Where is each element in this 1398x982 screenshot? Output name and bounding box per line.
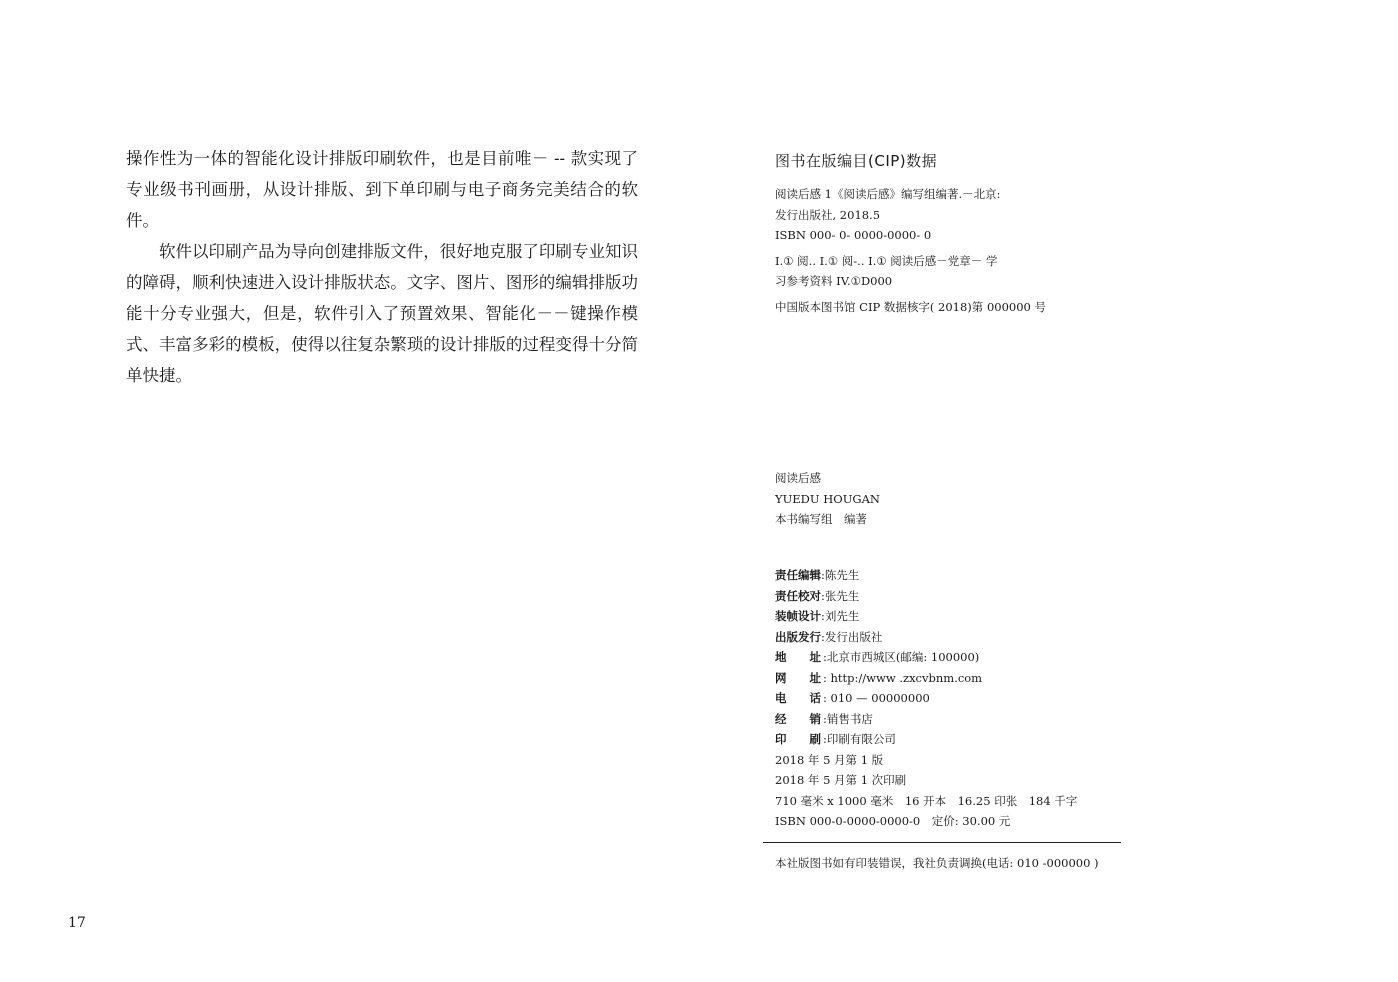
credit-value: : 010 — 00000000 bbox=[823, 691, 930, 705]
cip-line: 发行出版社, 2018.5 bbox=[775, 207, 881, 222]
credit-value: : http://www .zxcvbnm.com bbox=[823, 670, 983, 685]
body-paragraph: 软件以印刷产品为导向创建排版文件，很好地克服了印刷专业知识的障碍，顺利快速进入设计排版状态。文字、图片、图形的编辑排版功能十分专业强大，但是，软件引入了预置效果、智能化－－键操作模式、丰富多彩的模板，使得以往复杂繁琐的设计排版的过程变得十分简单快捷。 bbox=[126, 242, 638, 385]
format-line: 710 毫米 x 1000 毫米 16 开本 16.25 印张 184 千字 bbox=[775, 793, 1078, 808]
credit-value: :陈先生 bbox=[821, 568, 860, 582]
credit-label: 地 址 bbox=[775, 650, 821, 664]
credit-row-phone bbox=[775, 688, 1077, 709]
credit-label: 责任编辑 bbox=[775, 568, 821, 582]
cip-line: I.① 阅.. I.① 阅-.. I.① 阅读后感－党章－ 学 bbox=[775, 253, 998, 268]
cip-data bbox=[775, 184, 1125, 317]
credit-label: 电 话 bbox=[775, 691, 821, 705]
notice-text: 本社版图书如有印装错误，我社负责调换(电话: 010 -000000 ) bbox=[775, 856, 1099, 870]
credit-row-printer bbox=[775, 729, 1077, 750]
credit-row-address bbox=[775, 647, 1077, 668]
printing-line: 2018 年 5 月第 1 次印刷 bbox=[775, 773, 907, 787]
book-title-pinyin: YUEDU HOUGAN bbox=[775, 491, 880, 506]
page-number: 17 bbox=[68, 915, 86, 931]
cip-section bbox=[775, 150, 1125, 317]
cip-line: ISBN 000- 0- 0000-0000- 0 bbox=[775, 228, 932, 242]
credit-label: 装帧设计 bbox=[775, 609, 821, 623]
credit-row-editor bbox=[775, 565, 1077, 586]
credits-section bbox=[775, 565, 1077, 832]
cip-line: 中国版本图书馆 CIP 数据核字( 2018)第 000000 号 bbox=[775, 299, 1046, 314]
book-title-cn: 阅读后感 bbox=[775, 471, 821, 485]
credit-row-distributor bbox=[775, 709, 1077, 730]
cip-line: 阅读后感 1《阅读后感》编写组编著.－北京: bbox=[775, 187, 1001, 201]
credit-value: :北京市西城区(邮编: 100000) bbox=[823, 650, 980, 664]
credit-row-proof bbox=[775, 586, 1077, 607]
cip-title: 图书在版编目(CIP)数据 bbox=[775, 152, 938, 170]
credit-value: :刘先生 bbox=[821, 609, 860, 623]
cip-line: 习参考资料 IV.①D000 bbox=[775, 274, 893, 288]
credit-value: :印刷有限公司 bbox=[823, 732, 896, 746]
book-info bbox=[775, 468, 880, 530]
credit-value: :张先生 bbox=[821, 588, 860, 603]
book-author: 本书编写组 编著 bbox=[775, 512, 867, 526]
credit-row-publisher bbox=[775, 627, 1077, 648]
body-paragraph: 操作性为一体的智能化设计排版印刷软件，也是目前唯－ -- 款实现了专业级书刊画册，从设计排版、到下单印刷与电子商务完美结合的软件。 bbox=[126, 149, 638, 230]
credit-row-website bbox=[775, 668, 1077, 689]
credit-value: :发行出版社 bbox=[821, 629, 883, 644]
isbn-price-line: ISBN 000-0-0000-0000-0 定价: 30.00 元 bbox=[775, 814, 1011, 828]
divider-rule bbox=[763, 842, 1121, 843]
credit-label: 出版发行 bbox=[775, 629, 821, 644]
credit-label: 网 址 bbox=[775, 670, 821, 685]
credit-label: 印 刷 bbox=[775, 732, 821, 746]
credit-label: 经 销 bbox=[775, 711, 821, 726]
credit-row-design bbox=[775, 606, 1077, 627]
edition-line: 2018 年 5 月第 1 版 bbox=[775, 752, 884, 767]
left-page-body bbox=[126, 143, 638, 391]
credit-label: 责任校对 bbox=[775, 588, 821, 603]
credit-value: :销售书店 bbox=[823, 711, 873, 726]
